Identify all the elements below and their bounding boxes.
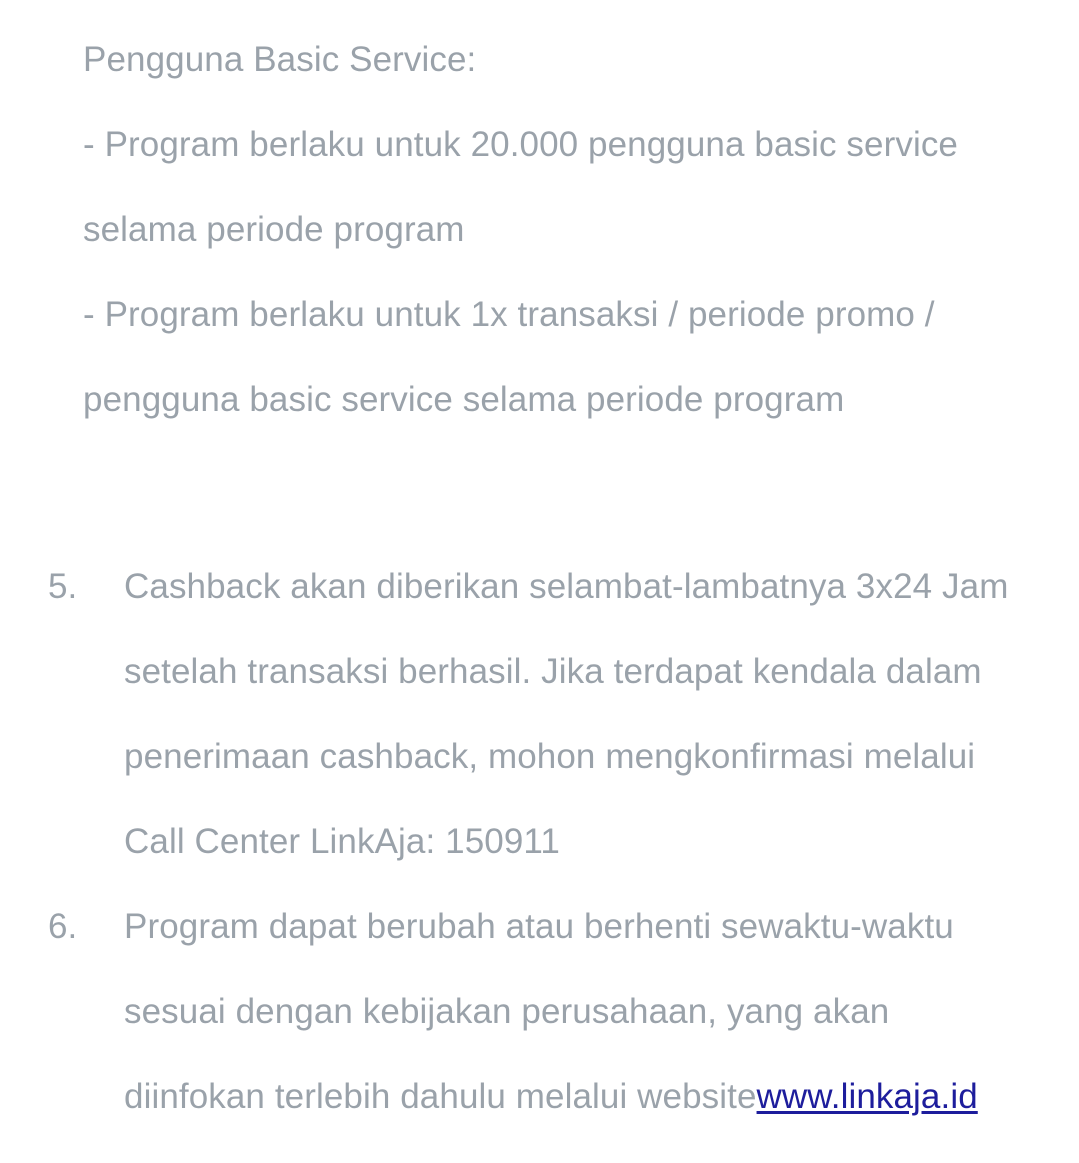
- linkaja-website-link[interactable]: www.linkaja.id: [756, 1077, 978, 1116]
- list-item-line: Program dapat berubah atau berhenti sewaktu-waktu: [124, 907, 954, 946]
- list-item-marker: 5.: [48, 567, 78, 606]
- list-item-line: penerimaan cashback, mohon mengkonfirmasi melalui: [124, 737, 976, 776]
- intro-bullet-1-line-1: pengguna basic service selama periode program: [83, 380, 845, 419]
- intro-bullet-1-line-0: - Program berlaku untuk 1x transaksi / periode promo /: [83, 295, 935, 334]
- list-item-body: [0, 544, 1079, 884]
- intro-bullet-0-line-1: selama periode program: [83, 210, 465, 249]
- list-item-line: Call Center LinkAja: 150911: [124, 822, 560, 861]
- list-item-body: [0, 884, 1079, 1139]
- list-item: [0, 544, 1079, 884]
- intro-bullet-0-line-0: - Program berlaku untuk 20.000 pengguna basic service: [83, 125, 958, 164]
- list-item: [0, 884, 1079, 1139]
- list-item-marker: 6.: [48, 907, 78, 946]
- list-item-line: sesuai dengan kebijakan perusahaan, yang akan: [124, 992, 890, 1031]
- list-item-line-with-link: [124, 1054, 1079, 1139]
- terms-list: [0, 544, 1079, 1139]
- intro-block: [0, 17, 1079, 442]
- list-item-line: Cashback akan diberikan selambat-lambatnya 3x24 Jam: [124, 567, 1009, 606]
- website-label-text: diinfokan terlebih dahulu melalui website: [124, 1077, 757, 1116]
- intro-heading: Pengguna Basic Service:: [83, 40, 477, 79]
- list-item-line: setelah transaksi berhasil. Jika terdapat kendala dalam: [124, 652, 982, 691]
